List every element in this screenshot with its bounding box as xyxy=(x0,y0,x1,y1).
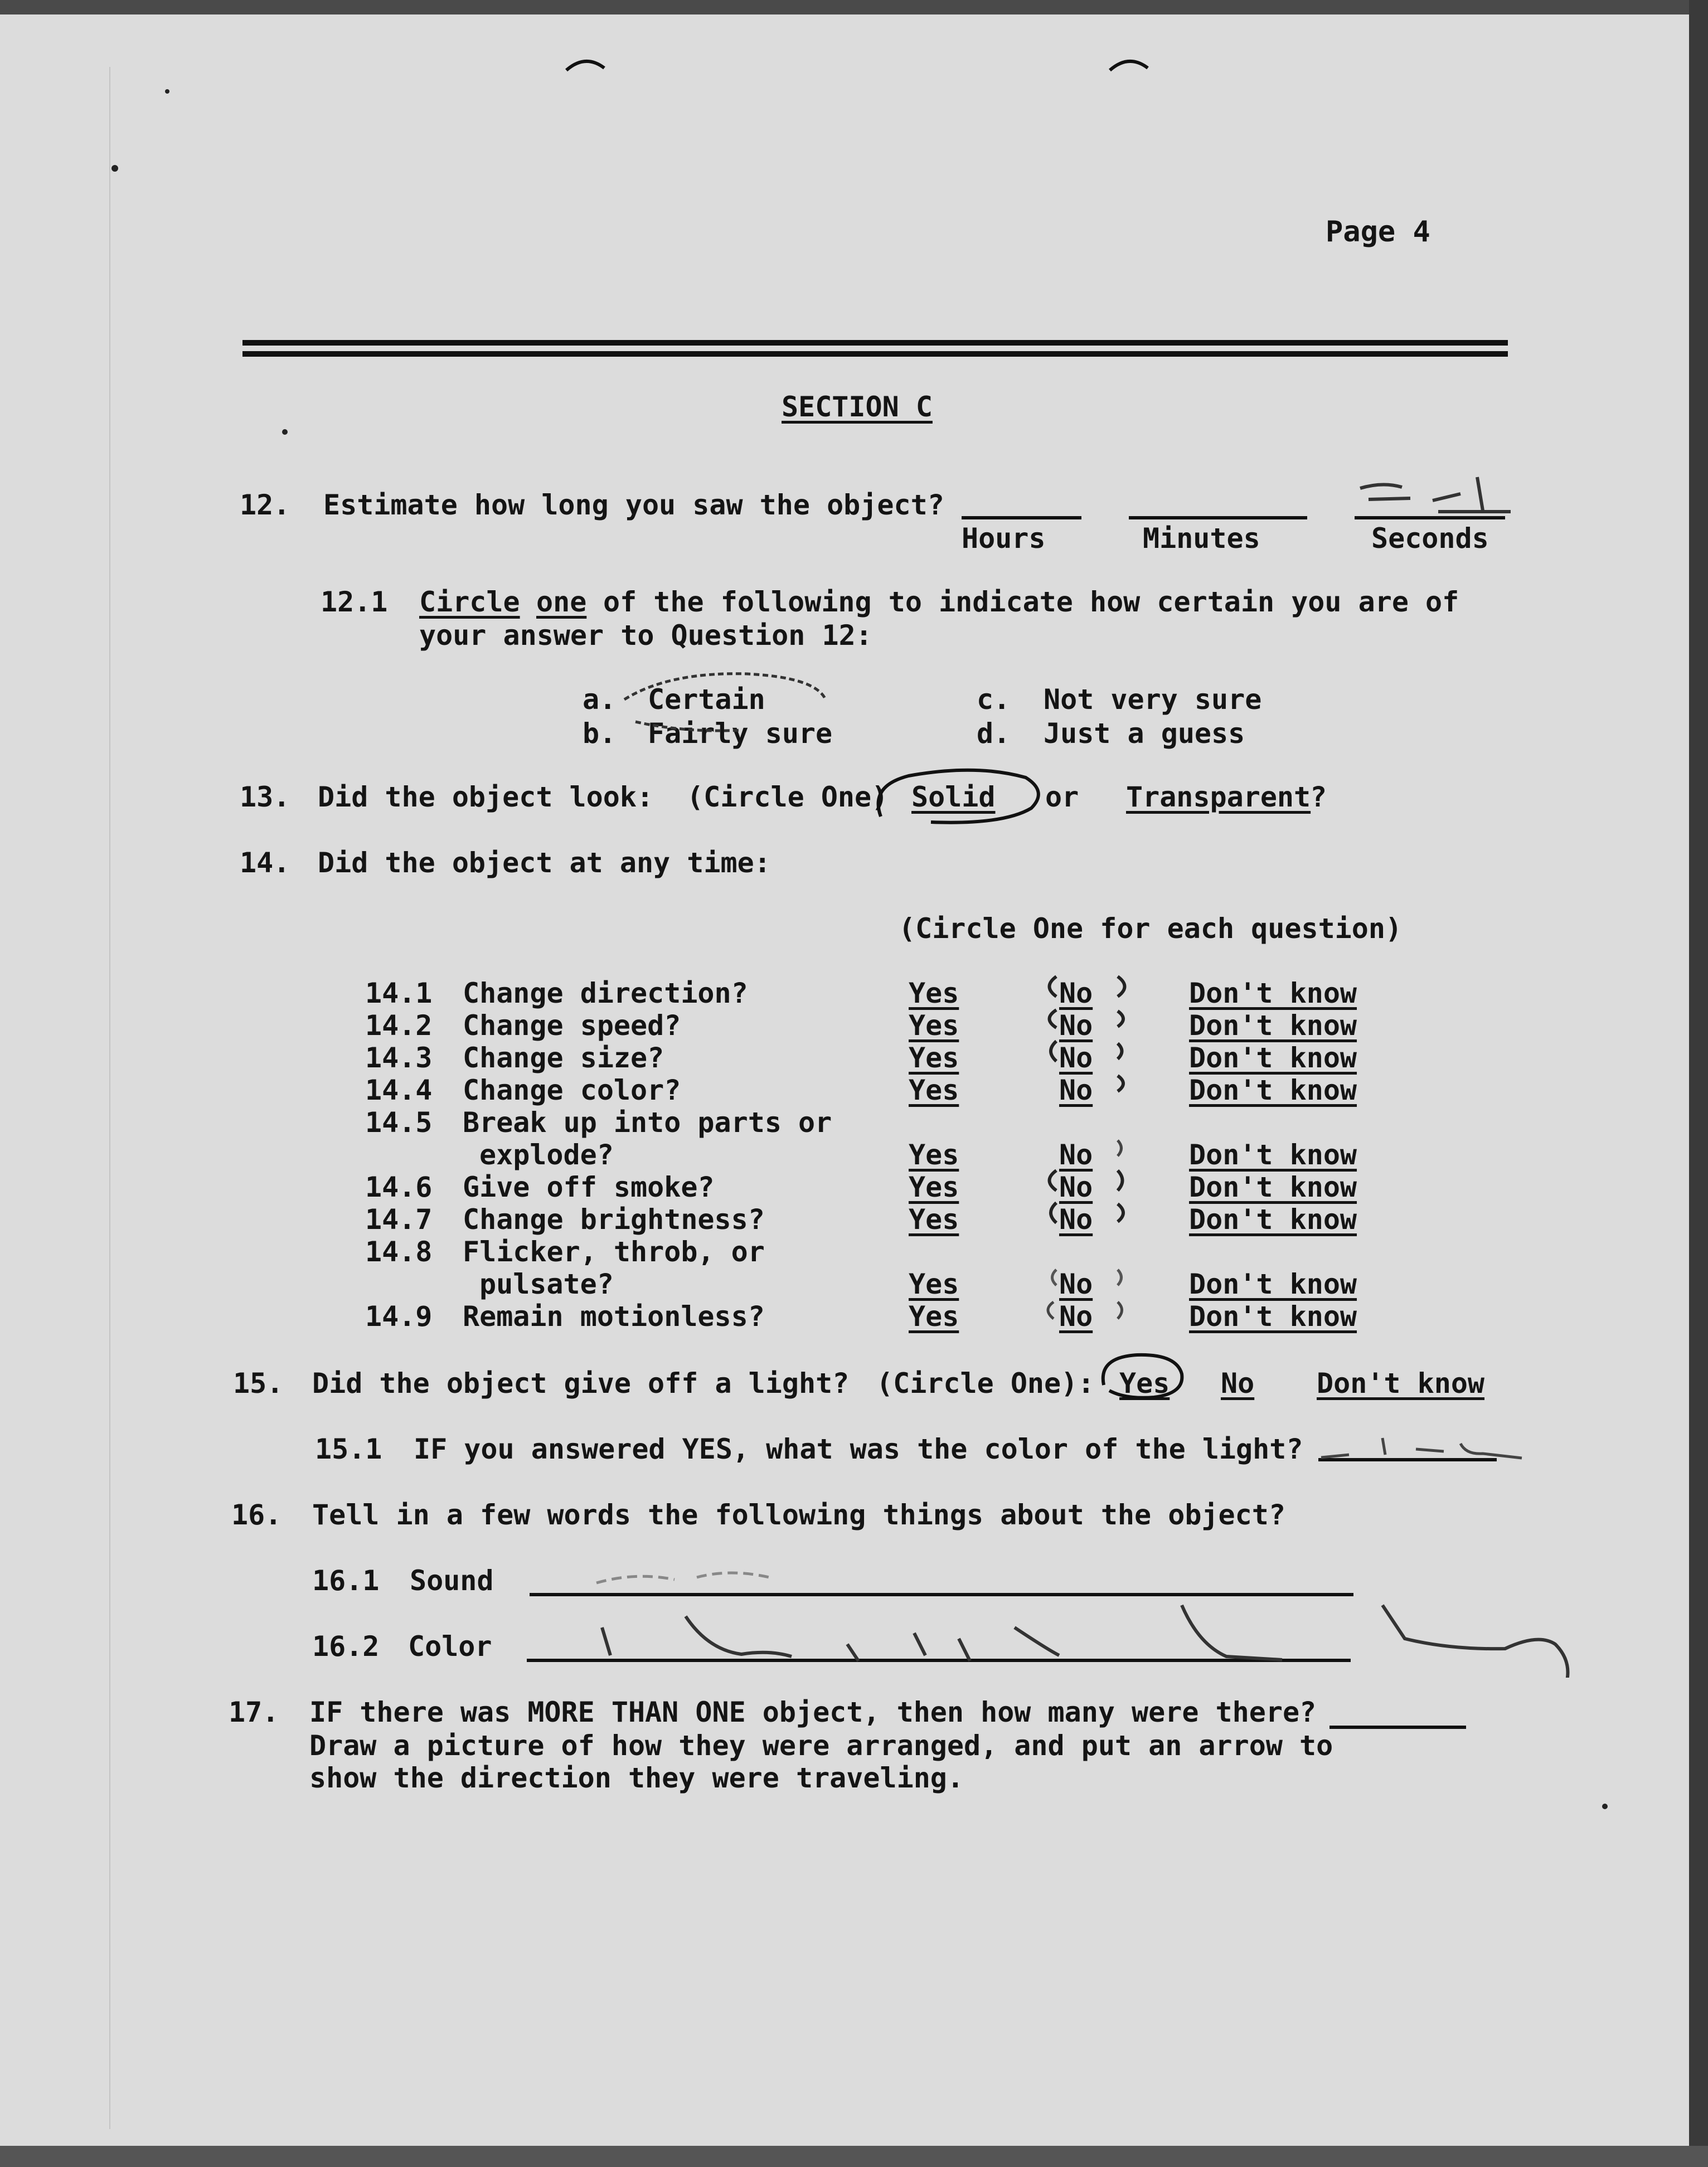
q12-1-one-word: one xyxy=(536,586,587,618)
q12-text: Estimate how long you saw the object? xyxy=(323,489,944,521)
q14-dont-know-option[interactable]: Don't know xyxy=(1189,1074,1357,1106)
q14-item-label: Change color? xyxy=(463,1074,681,1106)
minutes-label: Minutes xyxy=(1143,522,1260,555)
q14-dont-know-option[interactable]: Don't know xyxy=(1189,1268,1357,1300)
double-rule-bottom xyxy=(242,351,1508,357)
q16-2-number: 16.2 xyxy=(312,1630,380,1663)
option-b-text[interactable]: Fairly sure xyxy=(648,717,833,750)
q15-number: 15. xyxy=(233,1367,284,1400)
q14-item-number: 14.6 xyxy=(365,1171,433,1203)
option-d-text[interactable]: Just a guess xyxy=(1044,717,1245,750)
q14-yes-option[interactable]: Yes xyxy=(909,1268,959,1300)
q14-dont-know-option[interactable]: Don't know xyxy=(1189,1009,1357,1042)
q14-no-option[interactable]: No xyxy=(1059,1074,1093,1106)
object-count-field[interactable] xyxy=(1329,1726,1466,1729)
q14-dont-know-option[interactable]: Don't know xyxy=(1189,977,1357,1009)
option-c-text[interactable]: Not very sure xyxy=(1044,683,1262,716)
q12-1-line2: your answer to Question 12: xyxy=(419,619,872,652)
no-answers-circle-marks xyxy=(1026,970,1137,1338)
q15-text: Did the object give off a light? xyxy=(312,1367,850,1400)
q13-number: 13. xyxy=(240,781,290,813)
q14-yes-option[interactable]: Yes xyxy=(909,1042,959,1074)
q17-line2: Draw a picture of how they were arranged, and put an arrow to xyxy=(309,1729,1333,1762)
q16-number: 16. xyxy=(231,1499,282,1531)
q15-1-text: IF you answered YES, what was the color of the light? xyxy=(414,1433,1303,1465)
speck xyxy=(165,89,169,94)
option-a-letter: a. xyxy=(583,683,617,716)
option-a-text[interactable]: Certain xyxy=(648,683,765,716)
q15-yes-option[interactable]: Yes xyxy=(1119,1367,1170,1400)
q14-dont-know-option[interactable]: Don't know xyxy=(1189,1171,1357,1203)
q14-item-label: Change direction? xyxy=(463,977,748,1009)
q16-2-label: Color xyxy=(408,1630,492,1663)
seconds-label: Seconds xyxy=(1371,522,1489,555)
q17-number: 17. xyxy=(229,1696,279,1728)
scan-edge-top xyxy=(0,0,1708,14)
option-b-letter: b. xyxy=(583,717,617,750)
drawing-area[interactable] xyxy=(223,1811,1561,2090)
q14-yes-option[interactable]: Yes xyxy=(909,1300,959,1333)
q14-dont-know-option[interactable]: Don't know xyxy=(1189,1042,1357,1074)
q16-1-number: 16.1 xyxy=(312,1564,380,1597)
q14-no-option[interactable]: No xyxy=(1059,1139,1093,1171)
seconds-handwriting xyxy=(1349,472,1516,522)
q14-no-option[interactable]: No xyxy=(1059,1171,1093,1203)
option-d-letter: d. xyxy=(977,717,1011,750)
q14-dont-know-option[interactable]: Don't know xyxy=(1189,1300,1357,1333)
q13-transparent-option[interactable]: Transparent xyxy=(1126,781,1311,813)
q14-item-number: 14.9 xyxy=(365,1300,433,1333)
q14-yes-option[interactable]: Yes xyxy=(909,1139,959,1171)
q14-item-label: Change brightness? xyxy=(463,1203,765,1236)
q17-line3: show the direction they were traveling. xyxy=(309,1762,964,1794)
q14-item-label: Give off smoke? xyxy=(463,1171,715,1203)
q12-1-line1: of the following to indicate how certain you are of xyxy=(603,586,1459,618)
q15-yes-circle-mark xyxy=(1087,1346,1198,1407)
q15-instruction: (Circle One): xyxy=(876,1367,1095,1400)
q14-dont-know-option[interactable]: Don't know xyxy=(1189,1203,1357,1236)
q14-no-option[interactable]: No xyxy=(1059,977,1093,1009)
q14-no-option[interactable]: No xyxy=(1059,1268,1093,1300)
punch-mark-right xyxy=(1107,54,1151,76)
q13-question-mark: ? xyxy=(1310,781,1327,813)
q16-text: Tell in a few words the following things about the object? xyxy=(312,1499,1285,1531)
margin-line xyxy=(109,67,110,2129)
q14-instruction: (Circle One for each question) xyxy=(899,912,1403,945)
minutes-field[interactable] xyxy=(1129,516,1307,519)
q12-number: 12. xyxy=(240,489,290,521)
hours-label: Hours xyxy=(962,522,1046,555)
scan-edge-right xyxy=(1689,0,1708,2167)
light-color-handwriting xyxy=(1316,1427,1527,1471)
q14-no-option[interactable]: No xyxy=(1059,1203,1093,1236)
q14-yes-option[interactable]: Yes xyxy=(909,1203,959,1236)
q14-yes-option[interactable]: Yes xyxy=(909,1074,959,1106)
sound-handwriting xyxy=(585,1561,819,1594)
q14-item-number: 14.2 xyxy=(365,1009,433,1042)
q14-item-label: Flicker, throb, or xyxy=(463,1236,765,1268)
speck xyxy=(1602,1804,1608,1809)
certain-circle-mark xyxy=(602,666,836,738)
q17-line1: IF there was MORE THAN ONE object, then how many were there? xyxy=(309,1696,1317,1728)
q13-solid-option[interactable]: Solid xyxy=(911,781,996,813)
punch-mark-left xyxy=(563,54,608,76)
q15-no-option[interactable]: No xyxy=(1221,1367,1255,1400)
q15-dont-know-option[interactable]: Don't know xyxy=(1317,1367,1485,1400)
q13-or: or xyxy=(1045,781,1079,813)
q14-yes-option[interactable]: Yes xyxy=(909,977,959,1009)
color-handwriting xyxy=(557,1594,1594,1678)
q14-text: Did the object at any time: xyxy=(318,847,771,879)
q14-item-label-cont: explode? xyxy=(479,1139,614,1171)
q14-item-label-cont: pulsate? xyxy=(479,1268,614,1300)
scan-edge-bottom xyxy=(0,2146,1708,2167)
section-title: SECTION C xyxy=(782,391,933,423)
q14-item-number: 14.3 xyxy=(365,1042,433,1074)
page-number: Page 4 xyxy=(1326,215,1430,249)
q14-number: 14. xyxy=(240,847,290,879)
q14-dont-know-option[interactable]: Don't know xyxy=(1189,1139,1357,1171)
q12-1-circle-word: Circle xyxy=(419,586,520,618)
q14-item-label: Change speed? xyxy=(463,1009,681,1042)
q14-item-number: 14.5 xyxy=(365,1106,433,1139)
q14-yes-option[interactable]: Yes xyxy=(909,1009,959,1042)
q12-1-number: 12.1 xyxy=(321,586,388,618)
option-c-letter: c. xyxy=(977,683,1011,716)
q15-1-number: 15.1 xyxy=(315,1433,382,1465)
q14-no-option[interactable]: No xyxy=(1059,1042,1093,1074)
q13-instruction: (Circle One) xyxy=(687,781,889,813)
q14-yes-option[interactable]: Yes xyxy=(909,1171,959,1203)
q14-no-option[interactable]: No xyxy=(1059,1009,1093,1042)
hours-field[interactable] xyxy=(962,516,1081,519)
q14-no-option[interactable]: No xyxy=(1059,1300,1093,1333)
speck xyxy=(111,165,118,172)
q14-item-label: Change size? xyxy=(463,1042,664,1074)
q14-item-number: 14.4 xyxy=(365,1074,433,1106)
q14-item-number: 14.8 xyxy=(365,1236,433,1268)
q14-item-number: 14.1 xyxy=(365,977,433,1009)
q14-item-label: Break up into parts or xyxy=(463,1106,832,1139)
solid-circle-mark xyxy=(864,764,1054,830)
q14-item-number: 14.7 xyxy=(365,1203,433,1236)
q14-item-label: Remain motionless? xyxy=(463,1300,765,1333)
double-rule-top xyxy=(242,340,1508,346)
speck xyxy=(282,429,288,435)
q16-1-label: Sound xyxy=(410,1564,494,1597)
q13-text: Did the object look: xyxy=(318,781,654,813)
